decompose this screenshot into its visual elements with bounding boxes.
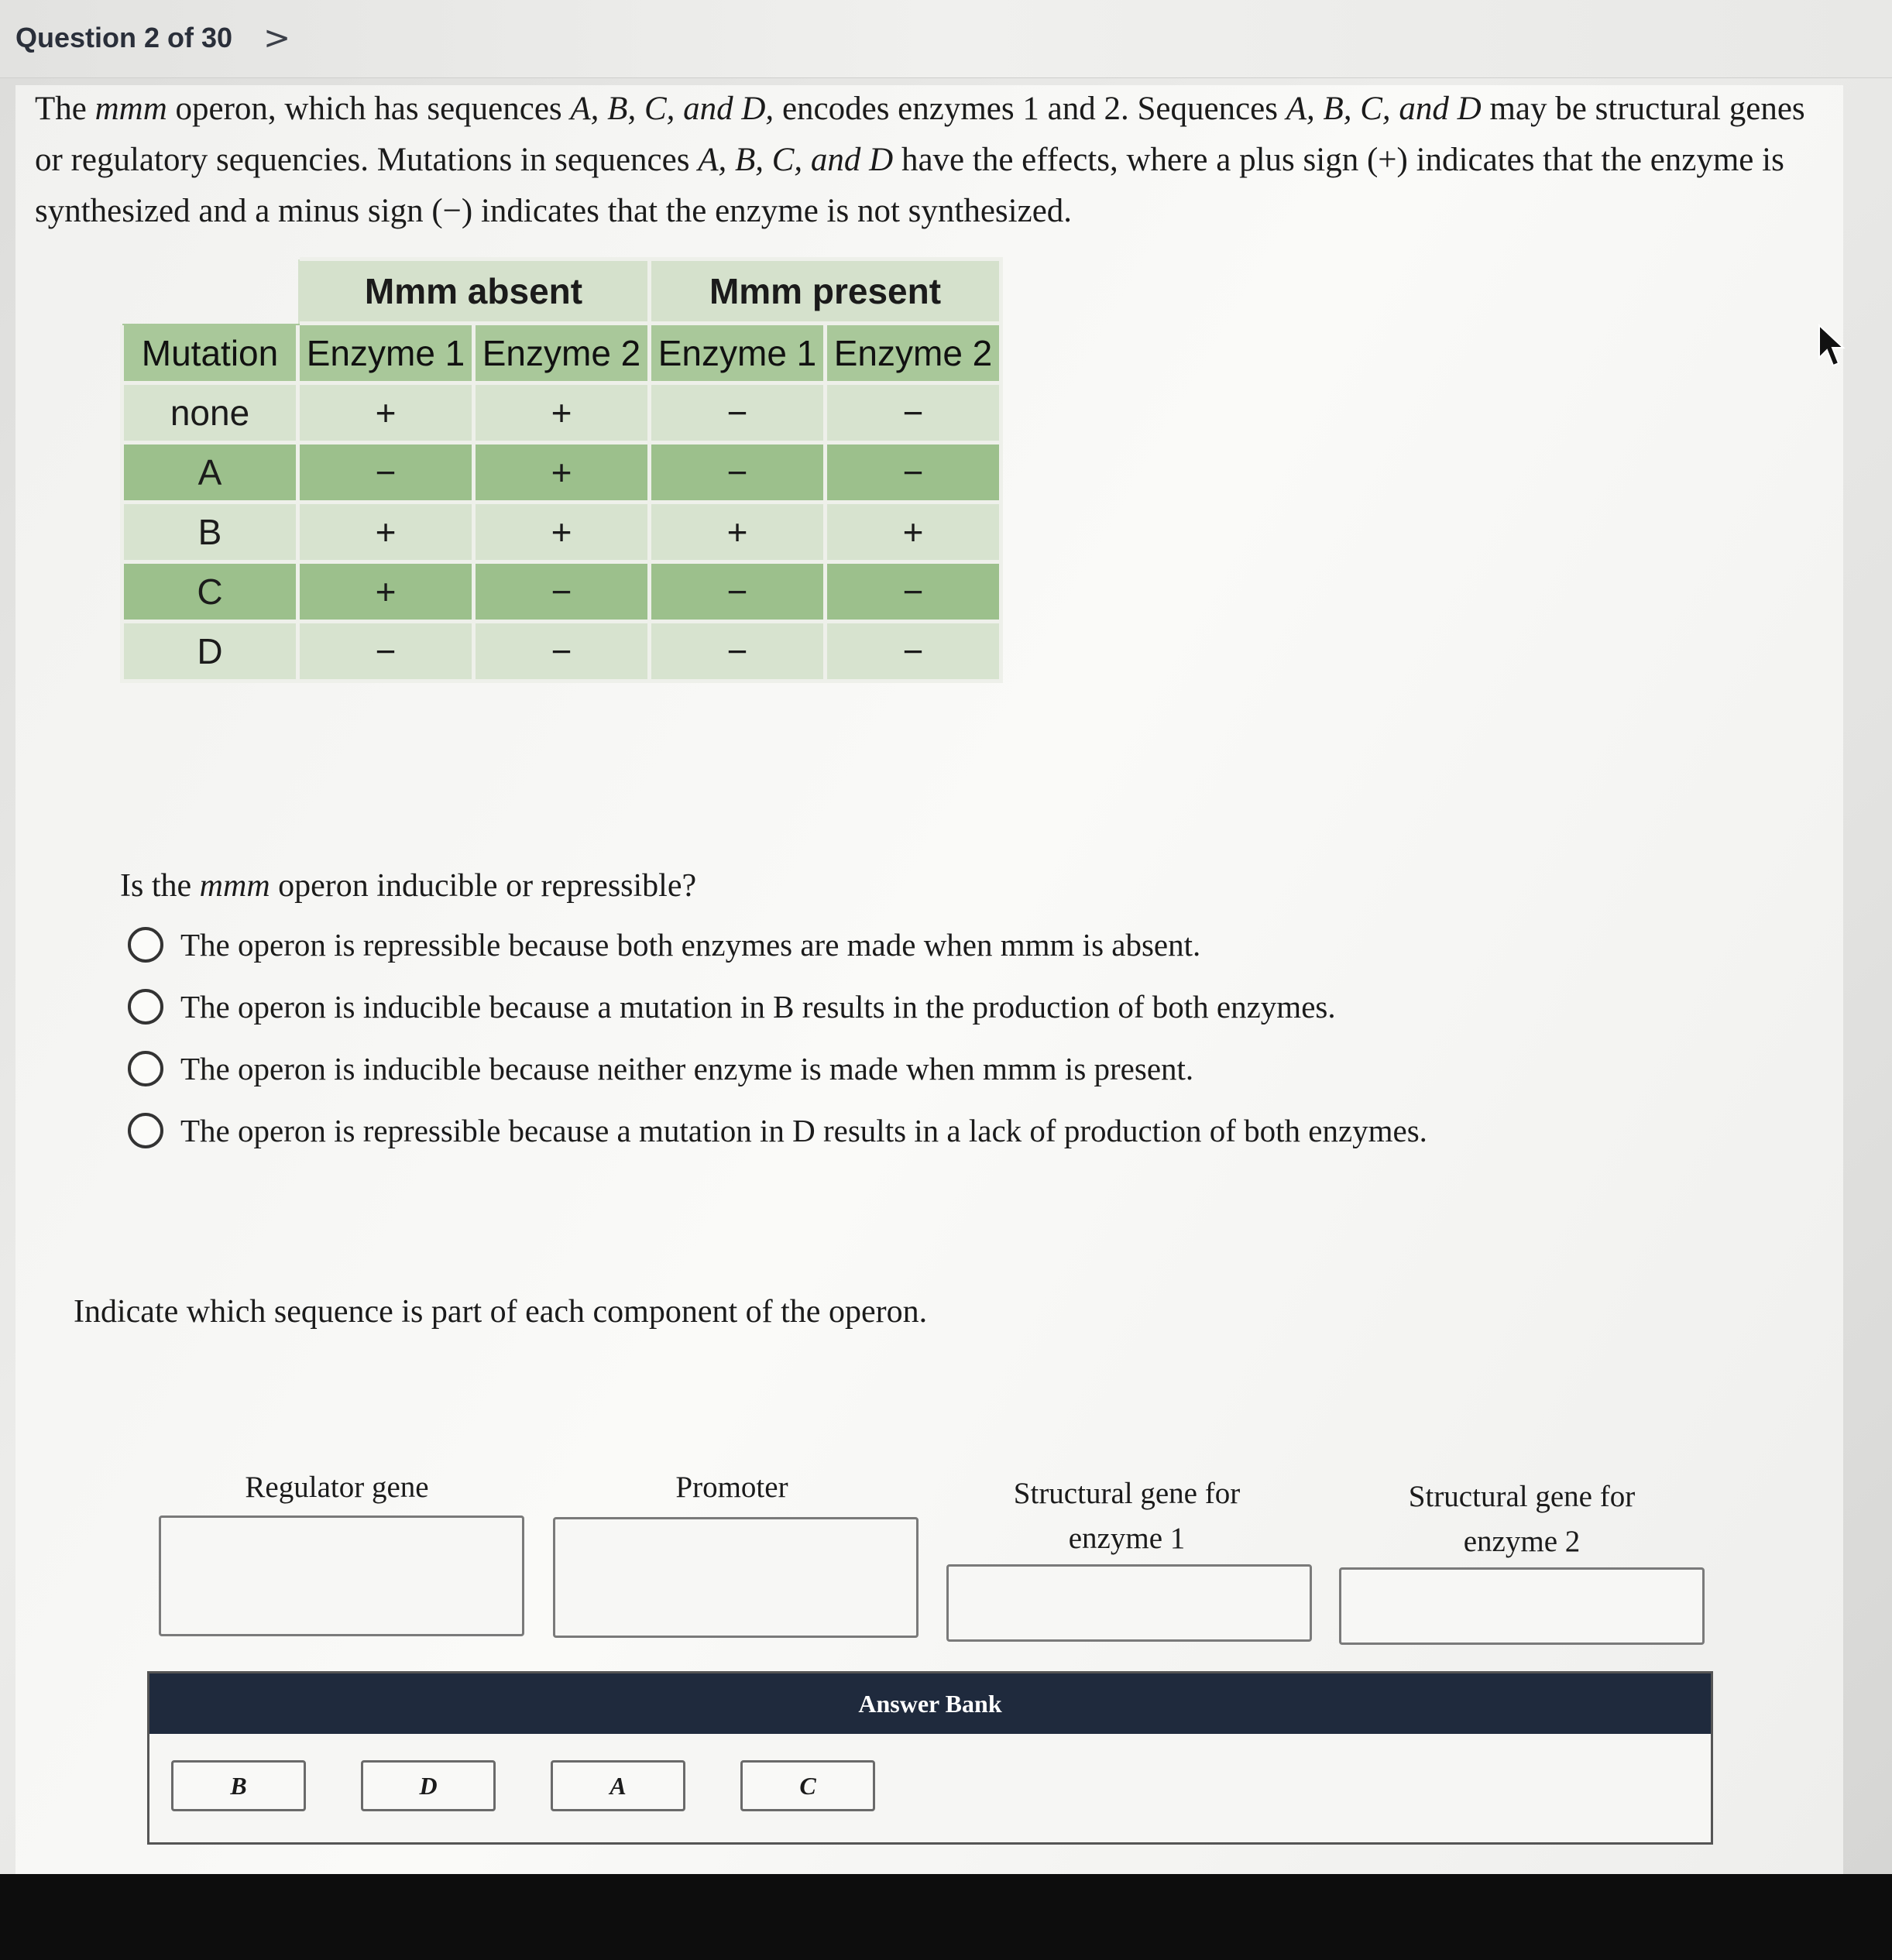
- table-cell: +: [474, 383, 650, 443]
- option-label: The operon is inducible because neither enzyme is made when mmm is present.: [180, 1051, 1194, 1086]
- q1-suffix: operon inducible or repressible?: [270, 868, 697, 904]
- target-label-line: enzyme 2: [1463, 1525, 1581, 1558]
- option-label: The operon is repressible because both enzymes are made when mmm is absent.: [180, 927, 1201, 963]
- option-label: The operon is inducible because a mutation in B results in the production of both enzymes.: [180, 989, 1336, 1025]
- target-label-line: Structural gene for: [1013, 1477, 1241, 1510]
- target-label-line: enzyme 1: [1068, 1522, 1186, 1555]
- answer-chip-a[interactable]: A: [551, 1760, 685, 1811]
- intro-text-1: The: [35, 91, 95, 127]
- table-row: [122, 503, 1001, 562]
- table-cell: +: [298, 503, 474, 562]
- q1-prefix: Is the: [120, 868, 200, 904]
- sequence-list-3: A, B, C, and D: [698, 142, 894, 178]
- drop-target-structural-2[interactable]: [1339, 1567, 1705, 1645]
- sequence-list-1: A, B, C, and D,: [570, 91, 774, 127]
- question-2-prompt: Indicate which sequence is part of each component of the operon.: [74, 1294, 928, 1330]
- answer-bank: [147, 1671, 1713, 1845]
- column-header: Enzyme 2: [826, 324, 1001, 383]
- sequence-list-2: A, B, C, and D: [1286, 91, 1482, 127]
- table-cell: +: [474, 503, 650, 562]
- mutation-effects-table: [120, 257, 1003, 683]
- operon-name: mmm: [94, 91, 167, 127]
- table-cell: +: [474, 443, 650, 503]
- table-cell: −: [298, 443, 474, 503]
- intro-text-3: encodes enzymes 1 and 2. Sequences: [774, 91, 1286, 127]
- top-bar: [0, 0, 1892, 78]
- group-header-present: Mmm present: [650, 259, 1001, 324]
- table-cell: −: [650, 443, 826, 503]
- table-row: [122, 443, 1001, 503]
- answer-chip-d[interactable]: D: [361, 1760, 496, 1811]
- drop-target-structural-1[interactable]: [946, 1564, 1312, 1642]
- option-1[interactable]: [128, 914, 1427, 976]
- answer-bank-header: Answer Bank: [149, 1673, 1711, 1734]
- intro-text-4: may be structural genes or regulatory sequencies. Mutations in sequences: [35, 91, 1805, 178]
- table-cell: −: [298, 622, 474, 681]
- answer-options: [128, 914, 1427, 1162]
- drop-target-promoter[interactable]: [553, 1517, 919, 1638]
- radio-button[interactable]: [128, 1113, 163, 1148]
- table-cell: none: [122, 383, 298, 443]
- table-cell: A: [122, 443, 298, 503]
- q1-operon-name: mmm: [199, 868, 270, 904]
- table-cell: −: [826, 383, 1001, 443]
- target-label-structural-1: [949, 1471, 1305, 1561]
- target-label-line: Promoter: [675, 1471, 788, 1504]
- intro-text-2: operon, which has sequences: [167, 91, 571, 127]
- target-label-promoter: [554, 1465, 910, 1510]
- option-label: The operon is repressible because a mutation in D results in a lack of production of both enzymes.: [180, 1113, 1427, 1148]
- table-cell: −: [474, 562, 650, 622]
- table-cell: B: [122, 503, 298, 562]
- table-cell: −: [826, 443, 1001, 503]
- table-cell: −: [826, 622, 1001, 681]
- radio-button[interactable]: [128, 1051, 163, 1086]
- table-cell: D: [122, 622, 298, 681]
- group-header-absent: Mmm absent: [298, 259, 650, 324]
- mouse-pointer-icon: [1816, 324, 1847, 370]
- table-row: [122, 622, 1001, 681]
- option-3[interactable]: [128, 1038, 1427, 1100]
- table-cell: −: [650, 383, 826, 443]
- table-cell: −: [650, 622, 826, 681]
- table-cell: −: [650, 562, 826, 622]
- chevron-right-icon[interactable]: >: [263, 19, 291, 57]
- table-cell: +: [298, 562, 474, 622]
- answer-chip-c[interactable]: C: [740, 1760, 875, 1811]
- table-cell: +: [650, 503, 826, 562]
- column-header: Enzyme 1: [650, 324, 826, 383]
- question-counter[interactable]: Question 2 of 30: [15, 22, 233, 53]
- option-2[interactable]: [128, 976, 1427, 1038]
- table-cell: +: [298, 383, 474, 443]
- target-label-line: Regulator gene: [245, 1471, 429, 1504]
- table-corner: [122, 259, 298, 324]
- target-label-structural-2: [1344, 1474, 1700, 1564]
- answer-chip-b[interactable]: B: [171, 1760, 306, 1811]
- column-header: Enzyme 1: [298, 324, 474, 383]
- question-1-prompt: [120, 867, 696, 904]
- table-cell: +: [826, 503, 1001, 562]
- radio-button[interactable]: [128, 989, 163, 1025]
- radio-button[interactable]: [128, 927, 163, 963]
- option-4[interactable]: [128, 1100, 1427, 1162]
- table-row: [122, 383, 1001, 443]
- table-cell: C: [122, 562, 298, 622]
- column-header: Enzyme 2: [474, 324, 650, 383]
- table-cell: −: [474, 622, 650, 681]
- table-cell: −: [826, 562, 1001, 622]
- target-label-regulator: [159, 1465, 515, 1510]
- table-row: [122, 562, 1001, 622]
- drop-target-regulator[interactable]: [159, 1515, 524, 1636]
- target-label-line: Structural gene for: [1408, 1480, 1636, 1513]
- screen-bottom-bezel: [0, 1874, 1892, 1960]
- intro-text-5: have the effects, where a plus sign (+) indicates that the enzyme is synthesized and a minus sign (−) indicates that the enzyme is not synthesized.: [35, 142, 1784, 229]
- column-header: Mutation: [122, 324, 298, 383]
- question-intro: [35, 84, 1839, 237]
